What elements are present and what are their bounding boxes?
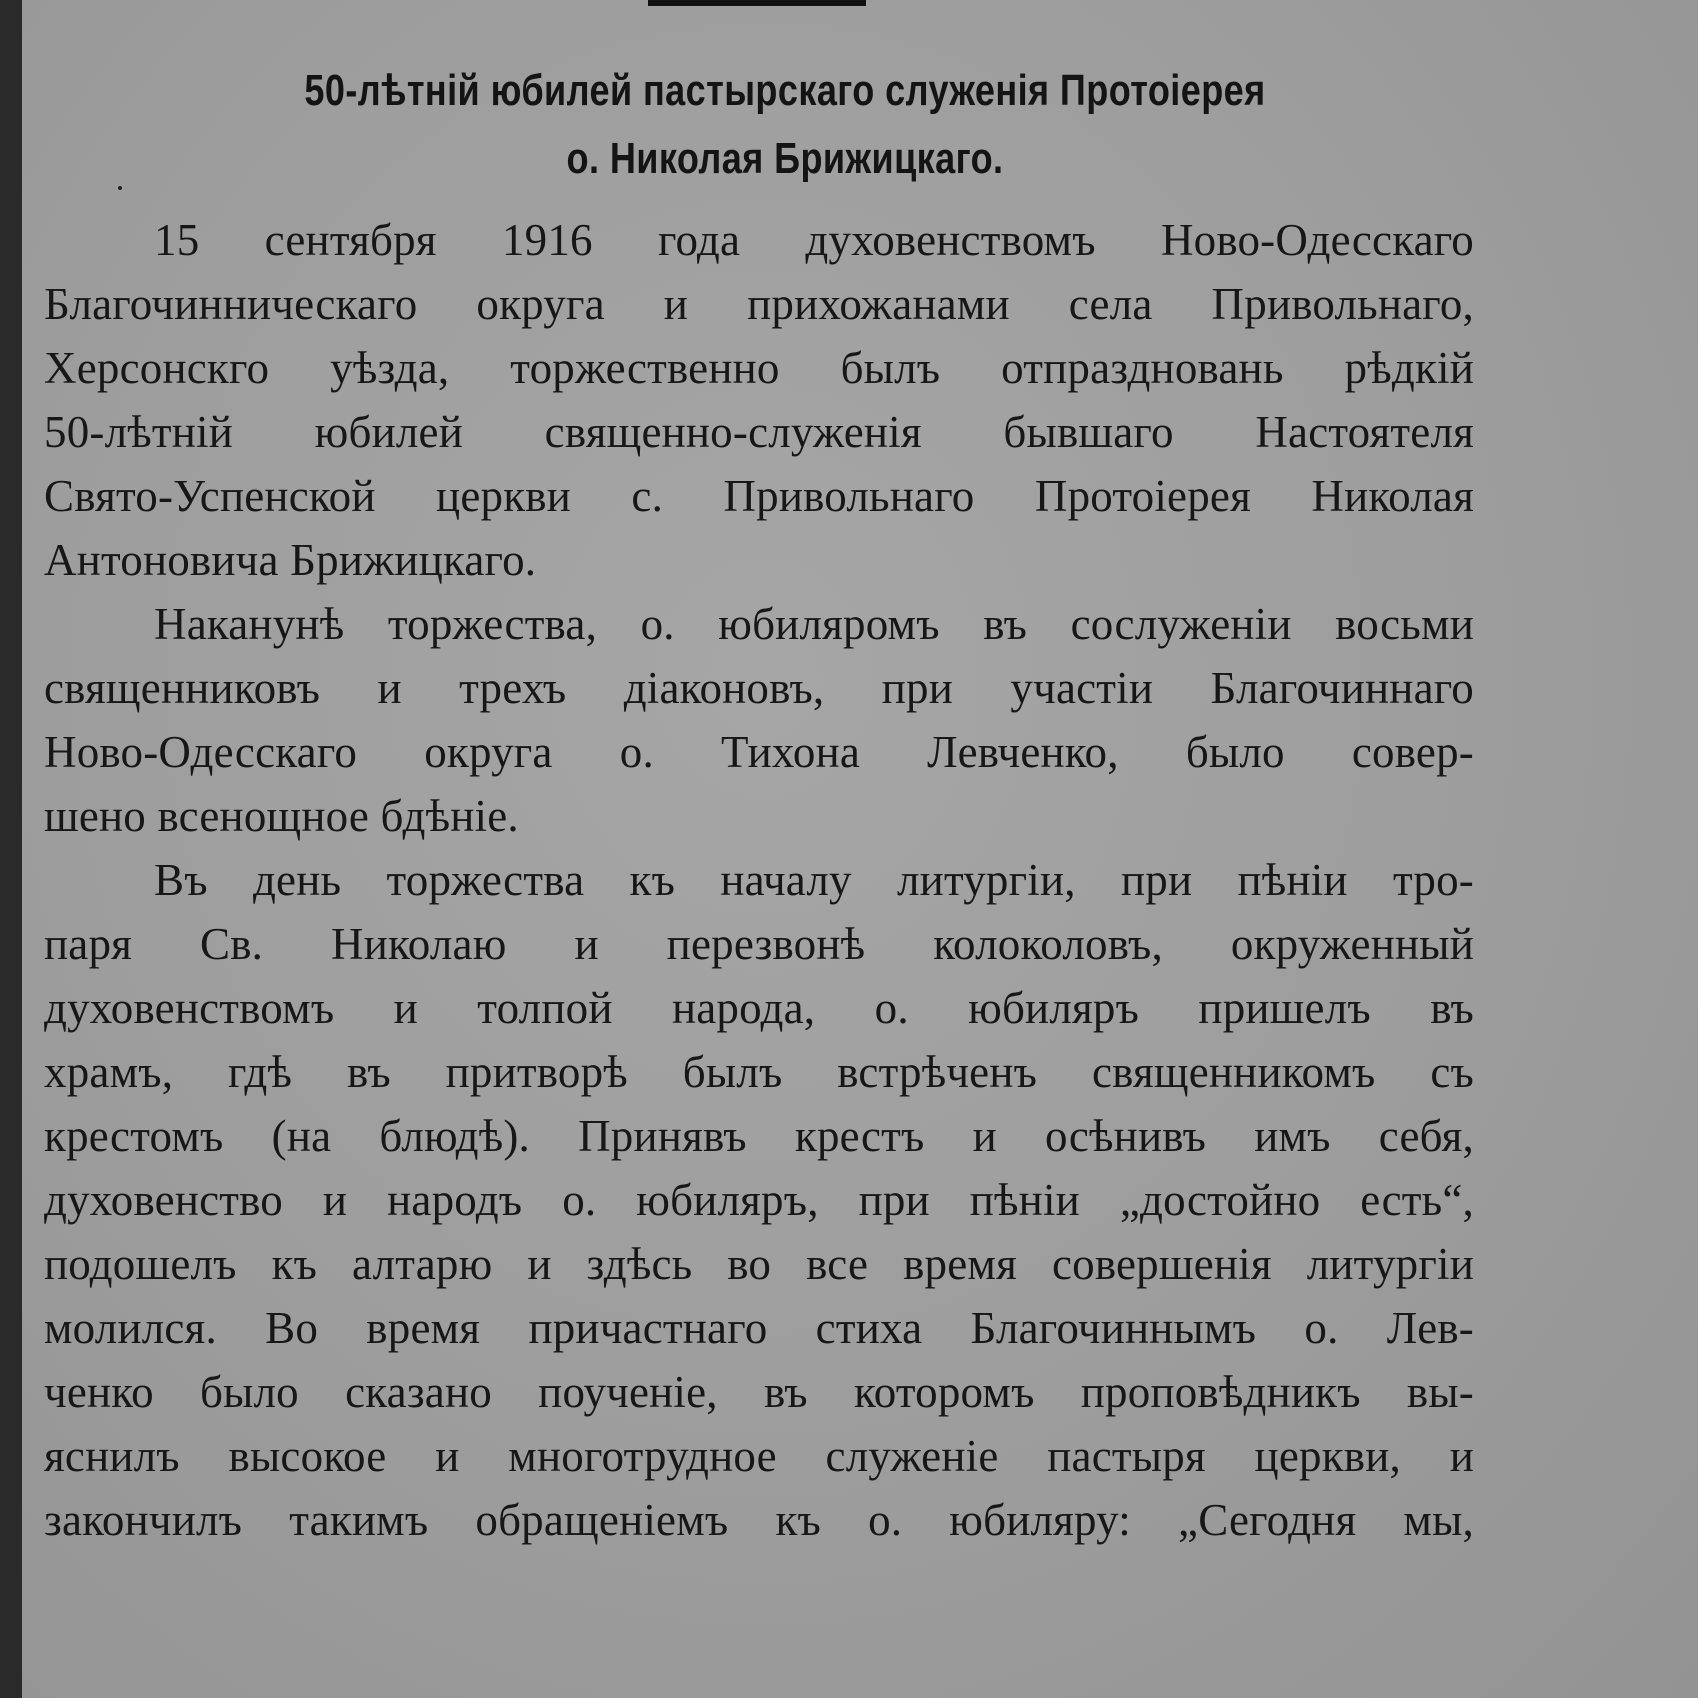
- article-heading-line-2: о. Николая Брижицкаго.: [566, 134, 1004, 183]
- paragraph-line: духовенство и народъ о. юбиляръ, при пѣніи „достойно есть“,: [44, 1175, 1474, 1225]
- paragraph-line: шено всенощное бдѣніе.: [44, 791, 519, 841]
- paragraph-line: паря Св. Николаю и перезвонѣ колоколовъ, окруженный: [44, 919, 1474, 969]
- paragraph-line: яснилъ высокое и многотрудное служеніе пастыря церкви, и: [44, 1431, 1474, 1481]
- paragraph-line: молился. Во время причастнаго стиха Благочиннымъ о. Лев-: [44, 1303, 1474, 1353]
- paragraph-line: Ново-Одесскаго округа о. Тихона Левченко, было совер-: [44, 727, 1474, 777]
- paragraph-line: Въ день торжества къ началу литургіи, при пѣніи тро-: [154, 855, 1474, 905]
- paragraph-line: подошелъ къ алтарю и здѣсь во все время совершенія литургіи: [44, 1239, 1474, 1289]
- paragraph-line: храмъ, гдѣ въ притворѣ былъ встрѣченъ священникомъ съ: [44, 1047, 1474, 1097]
- paragraph-line: закончилъ такимъ обращеніемъ къ о. юбиляру: „Сегодня мы,: [44, 1495, 1474, 1545]
- paragraph-line: 15 сентября 1916 года духовенствомъ Ново-Одесскаго: [154, 215, 1474, 265]
- page-edge-shadow: [0, 0, 22, 1698]
- paragraph-line: Антоновича Брижицкаго.: [44, 535, 537, 585]
- paragraph-line: Свято-Успенской церкви с. Привольнаго Протоіерея Николая: [44, 471, 1474, 521]
- paragraph-line: Наканунѣ торжества, о. юбиляромъ въ сослуженіи восьми: [154, 599, 1474, 649]
- paragraph-line: 50-лѣтній юбилей священно-служенія бывшаго Настоятеля: [44, 407, 1474, 457]
- paragraph-line: священниковъ и трехъ діаконовъ, при участіи Благочиннаго: [44, 663, 1474, 713]
- paragraph-line: духовенствомъ и толпой народа, о. юбиляръ пришелъ въ: [44, 983, 1474, 1033]
- ink-speck: [118, 186, 122, 190]
- article-heading-line-1: 50-лѣтній юбилей пастырскаго служенія Протоіерея: [304, 66, 1266, 115]
- paragraph-line: Благочинническаго округа и прихожанами села Привольнаго,: [44, 279, 1474, 329]
- paragraph-line: крестомъ (на блюдѣ). Принявъ крестъ и осѣнивъ имъ себя,: [44, 1111, 1474, 1161]
- paragraph-line: Херсонскго уѣзда, торжественно былъ отпраздновань рѣдкій: [44, 343, 1474, 393]
- paragraph-line: ченко было сказано поученіе, въ которомъ проповѣдникъ вы-: [44, 1367, 1474, 1417]
- top-rule: [648, 0, 866, 6]
